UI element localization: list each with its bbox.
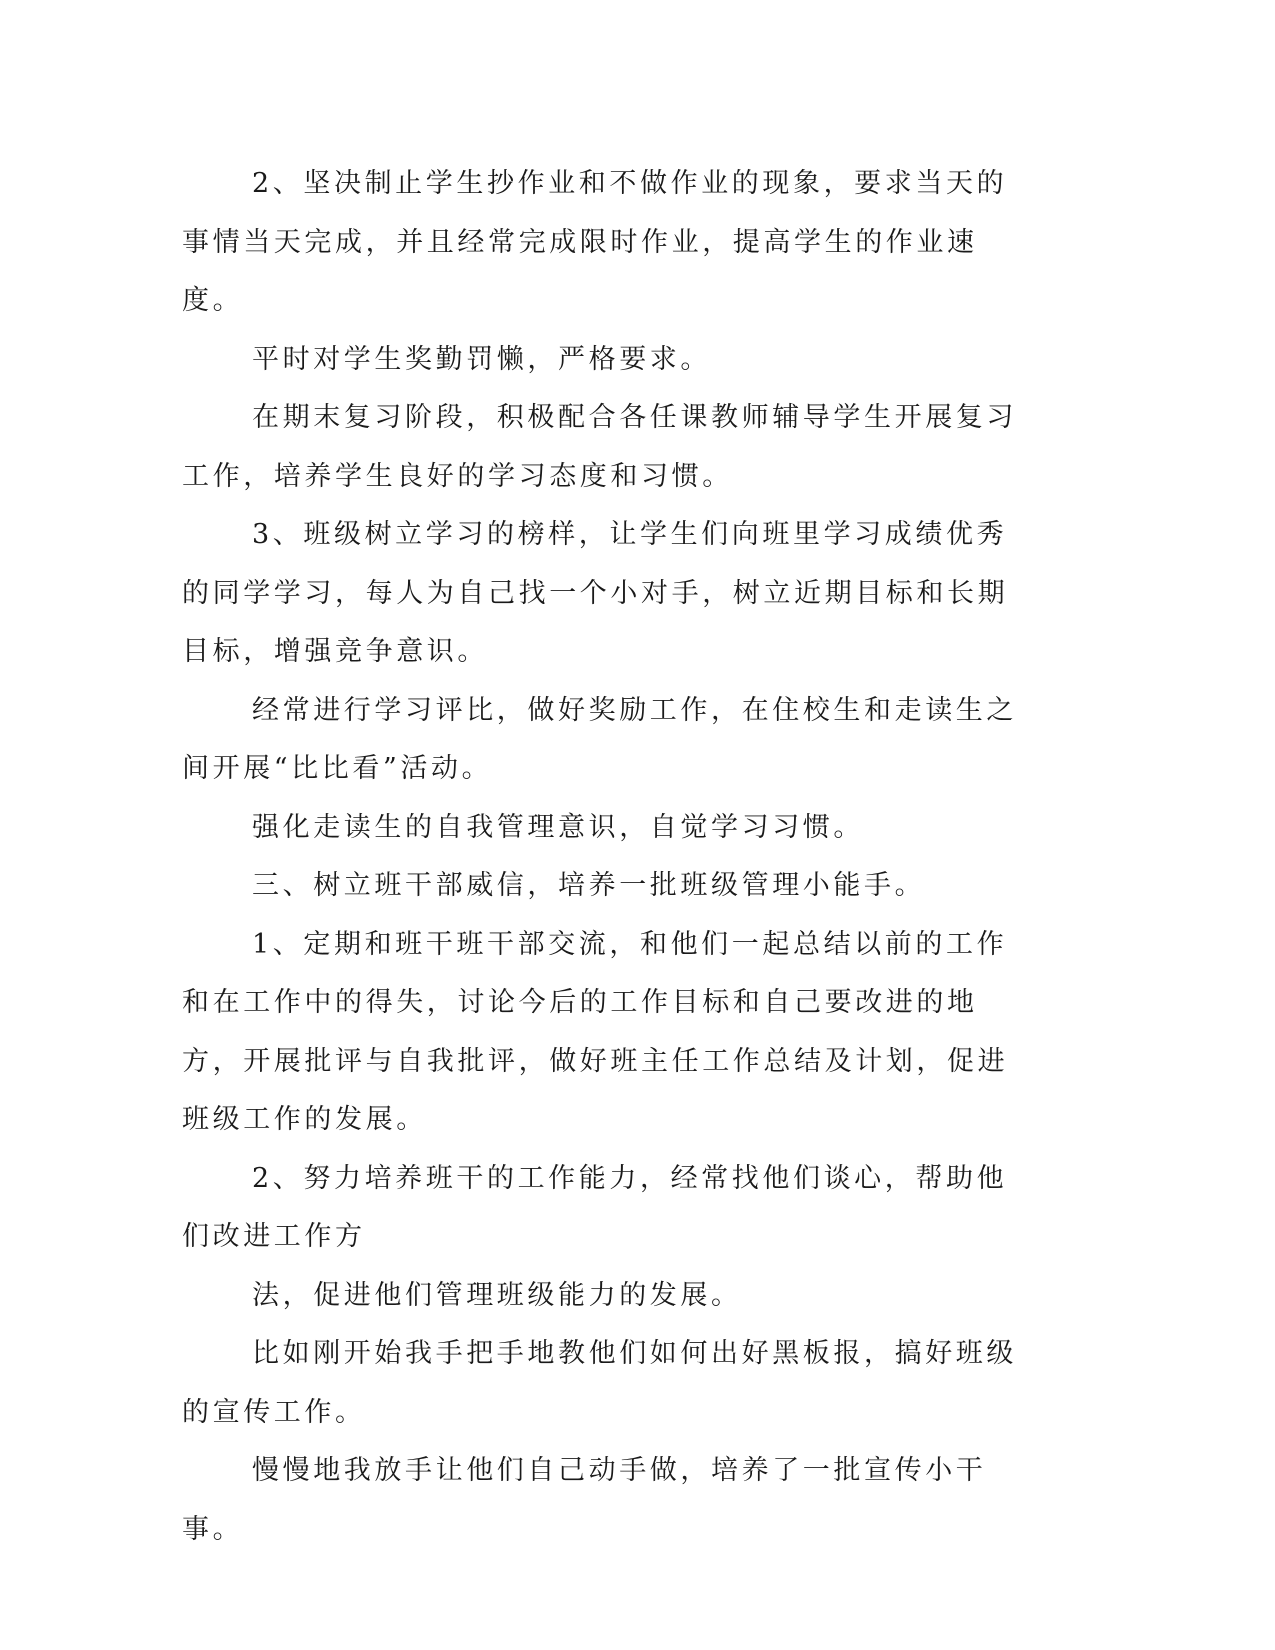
paragraph-publicity-staff: 慢慢地我放手让他们自己动手做，培养了一批宣传小干事。 [182, 1455, 987, 1545]
paragraph-role-model: 3、班级树立学习的榜样，让学生们向班里学习成绩优秀的同学学习，每人为自己找一个小对手，树立近期目标和长期目标，增强竞争意识。 [182, 519, 1009, 667]
paragraph-final-review: 在期末复习阶段，积极配合各任课教师辅导学生开展复习工作，培养学生良好的学习态度和习惯。 [182, 402, 1017, 492]
paragraph-reward-diligence: 平时对学生奖勤罚懒，严格要求。 [252, 343, 711, 375]
document-body [182, 155, 1032, 1559]
section-heading-class-cadres: 三、树立班干部威信，培养一批班级管理小能手。 [252, 870, 926, 901]
paragraph-method-continuation: 法，促进他们管理班级能力的发展。 [252, 1279, 742, 1311]
paragraph-blackboard-example: 比如刚开始我手把手地教他们如何出好黑板报，搞好班级的宣传工作。 [182, 1338, 1017, 1428]
paragraph-homework-rule: 2、坚决制止学生抄作业和不做作业的现象，要求当天的事情当天完成，并且经常完成限时作业，提高学生的作业速度。 [182, 168, 1008, 316]
paragraph-cadre-training: 2、努力培养班干的工作能力，经常找他们谈心，帮助他们改进工作方 [182, 1162, 1008, 1252]
paragraph-day-student-management: 强化走读生的自我管理意识，自觉学习习惯。 [252, 811, 864, 843]
paragraph-cadre-communication: 1、定期和班干班干部交流，和他们一起总结以前的工作和在工作中的得失，讨论今后的工作目标和自己要改进的地方，开展批评与自我批评，做好班主任工作总结及计划，促进班级工作的发展。 [182, 928, 1009, 1135]
paragraph-study-competition: 经常进行学习评比，做好奖励工作，在住校生和走读生之间开展“比比看”活动。 [182, 694, 1017, 784]
